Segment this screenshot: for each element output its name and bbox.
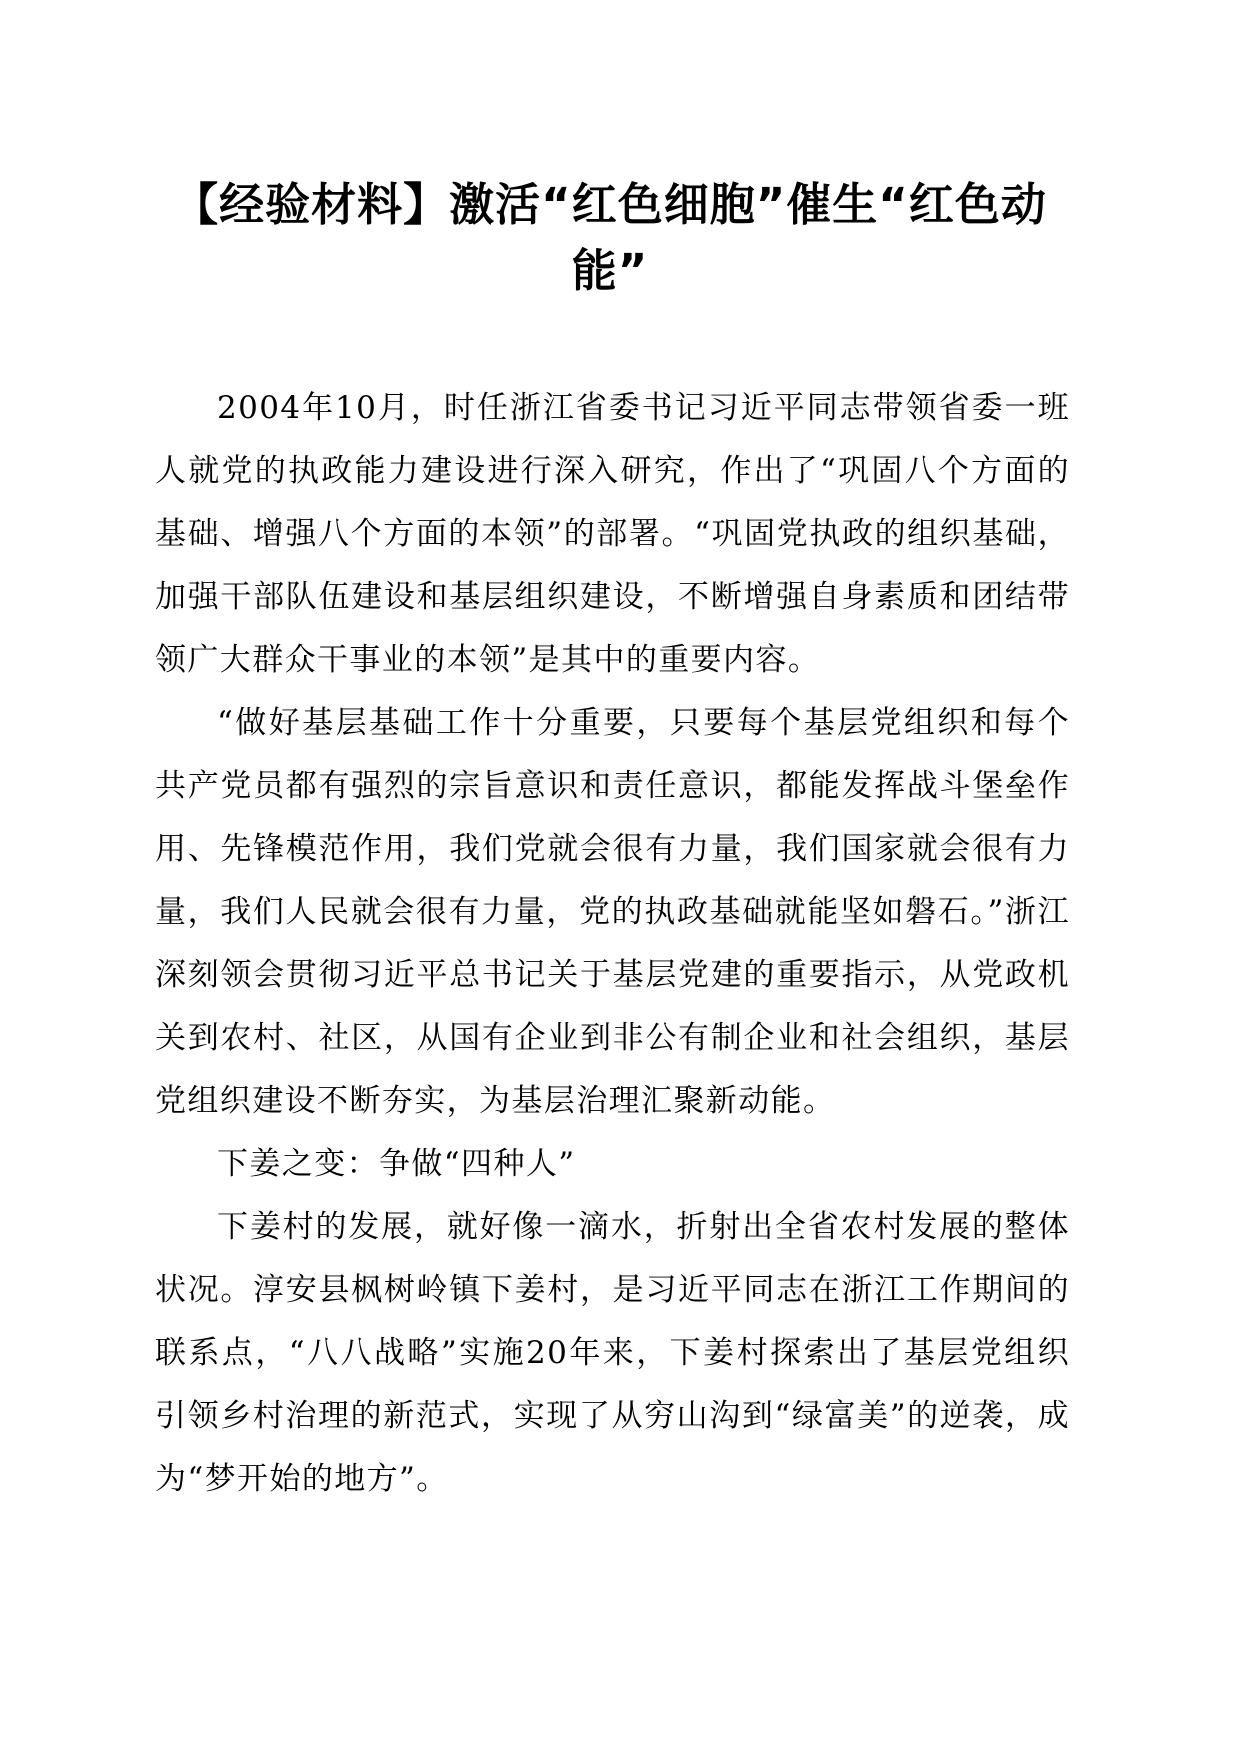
section-heading: 下姜之变：争做“四种人” — [217, 1146, 576, 1182]
document-title: 【经验材料】激活“红色细胞”催生“红色动能” — [173, 178, 1047, 297]
document-body — [155, 377, 1070, 1511]
paragraph-intro: 2004年10月，时任浙江省委书记习近平同志带领省委一班人就党的执政能力建设进行深入研究，作出了“巩固八个方面的基础、增强八个方面的本领”的部署。“巩固党执政的组织基础，加强干部队伍建设和基层组织建设，不断增强自身素质和团结带领广大群众干事业的本领”是其中的重要内容。 — [155, 390, 1070, 678]
paragraph-xiajiang: 下姜村的发展，就好像一滴水，折射出全省农村发展的整体状况。淳安县枫树岭镇下姜村，是习近平同志在浙江工作期间的联系点，“八八战略”实施20年来，下姜村探索出了基层党组织引领乡村治理的新范式，实现了从穷山沟到“绿富美”的逆袭，成为“梦开始的地方”。 — [155, 1209, 1070, 1497]
paragraph-quote: “做好基层基础工作十分重要，只要每个基层党组织和每个共产党员都有强烈的宗旨意识和责任意识，都能发挥战斗堡垒作用、先锋模范作用，我们党就会很有力量，我们国家就会很有力量，我们人民就会很有力量，党的执政基础就能坚如磐石。”浙江深刻领会贯彻习近平总书记关于基层党建的重要指示，从党政机关到农村、社区，从国有企业到非公有制企业和社会组织，基层党组织建设不断夯实，为基层治理汇聚新动能。 — [155, 705, 1070, 1119]
